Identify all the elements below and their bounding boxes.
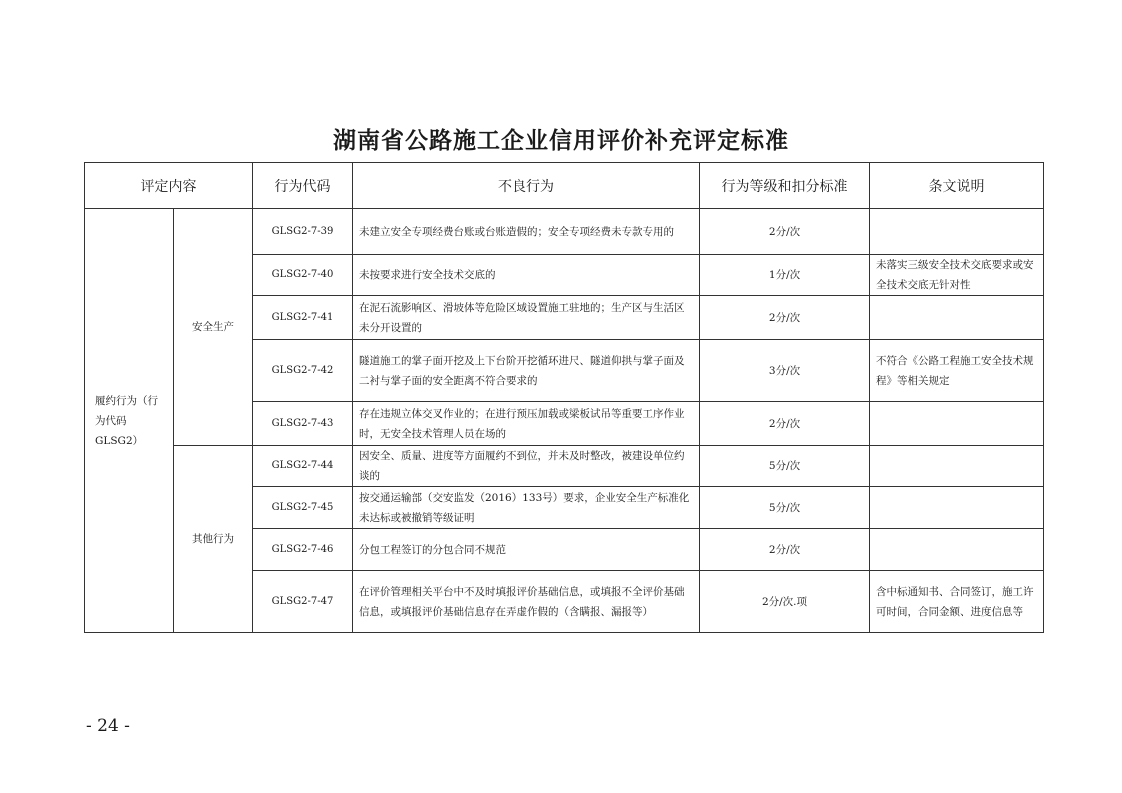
- row-grade: 1分/次: [700, 255, 870, 296]
- row-behavior: 存在违规立体交叉作业的；在进行预压加载或梁板试吊等重要工序作业时，无安全技术管理人员在场的: [353, 402, 700, 446]
- row-behavior: 隧道施工的掌子面开挖及上下台阶开挖循环进尺、隧道仰拱与掌子面及二衬与掌子面的安全距离不符合要求的: [353, 340, 700, 402]
- category-other: 其他行为: [174, 446, 253, 633]
- row-note: [870, 529, 1044, 571]
- row-code: GLSG2-7-45: [253, 487, 353, 529]
- category-main: 履约行为（行为代码 GLSG2）: [85, 209, 174, 633]
- evaluation-standard-table: [84, 162, 1044, 633]
- row-note: 不符合《公路工程施工安全技术规程》等相关规定: [870, 340, 1044, 402]
- row-grade: 2分/次: [700, 402, 870, 446]
- row-note: [870, 402, 1044, 446]
- document-title: 湖南省公路施工企业信用评价补充评定标准: [333, 127, 789, 154]
- row-note: [870, 446, 1044, 487]
- row-note: [870, 209, 1044, 255]
- row-code: GLSG2-7-42: [253, 340, 353, 402]
- row-grade: 3分/次: [700, 340, 870, 402]
- header-note: 条文说明: [870, 163, 1044, 209]
- table-row: [85, 209, 1044, 255]
- table-header-row: [85, 163, 1044, 209]
- row-note: [870, 487, 1044, 529]
- row-behavior: 按交通运输部（交安监发（2016）133号）要求，企业安全生产标准化未达标或被撤销等级证明: [353, 487, 700, 529]
- row-grade: 5分/次: [700, 487, 870, 529]
- row-grade: 2分/次: [700, 296, 870, 340]
- row-code: GLSG2-7-46: [253, 529, 353, 571]
- header-code: 行为代码: [253, 163, 353, 209]
- row-note: 未落实三级安全技术交底要求或安全技术交底无针对性: [870, 255, 1044, 296]
- category-safety: 安全生产: [174, 209, 253, 446]
- row-behavior: 在泥石流影响区、滑坡体等危险区域设置施工驻地的；生产区与生活区未分开设置的: [353, 296, 700, 340]
- row-code: GLSG2-7-40: [253, 255, 353, 296]
- row-code: GLSG2-7-39: [253, 209, 353, 255]
- row-grade: 2分/次: [700, 209, 870, 255]
- row-grade: 2分/次: [700, 529, 870, 571]
- header-grade: 行为等级和扣分标准: [700, 163, 870, 209]
- row-grade: 5分/次: [700, 446, 870, 487]
- row-behavior: 分包工程签订的分包合同不规范: [353, 529, 700, 571]
- row-grade: 2分/次.项: [700, 571, 870, 633]
- row-code: GLSG2-7-41: [253, 296, 353, 340]
- row-note: [870, 296, 1044, 340]
- header-content: 评定内容: [85, 163, 253, 209]
- row-behavior: 未建立安全专项经费台账或台账造假的；安全专项经费未专款专用的: [353, 209, 700, 255]
- row-behavior: 在评价管理相关平台中不及时填报评价基础信息，或填报不全评价基础信息，或填报评价基础信息存在弄虚作假的（含瞒报、漏报等）: [353, 571, 700, 633]
- row-behavior: 未按要求进行安全技术交底的: [353, 255, 700, 296]
- row-code: GLSG2-7-47: [253, 571, 353, 633]
- row-behavior: 因安全、质量、进度等方面履约不到位，并未及时整改，被建设单位约谈的: [353, 446, 700, 487]
- row-note: 含中标通知书、合同签订，施工许可时间，合同金额、进度信息等: [870, 571, 1044, 633]
- page-number: - 24 -: [86, 716, 130, 736]
- row-code: GLSG2-7-44: [253, 446, 353, 487]
- table-row: [85, 446, 1044, 487]
- header-behavior: 不良行为: [353, 163, 700, 209]
- row-code: GLSG2-7-43: [253, 402, 353, 446]
